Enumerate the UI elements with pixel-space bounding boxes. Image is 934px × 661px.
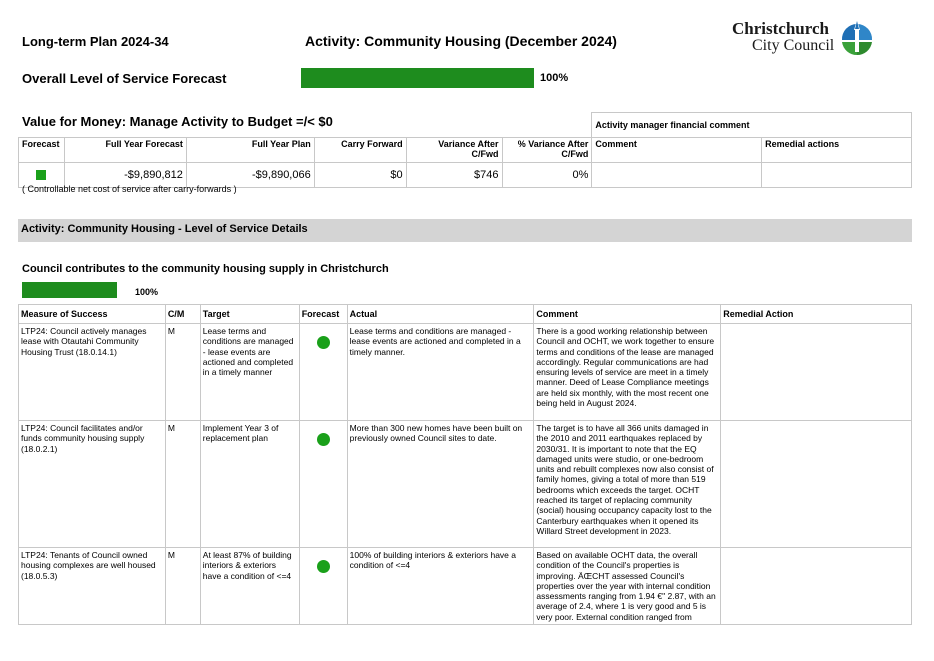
green-circle-icon: [317, 433, 330, 446]
christchurch-cathedral-logo-icon: [838, 20, 876, 56]
section-title: Activity: Community Housing - Level of Service Details: [21, 223, 308, 235]
green-circle-icon: [317, 336, 330, 349]
actual-cell: 100% of building interiors & exteriors have a condition of <=4: [347, 548, 534, 625]
council-logo: [732, 20, 877, 60]
forecast-cell: [299, 548, 347, 625]
measure-cell: LTP24: Tenants of Council owned housing complexes are well housed (18.0.5.3): [19, 548, 166, 625]
full-year-forecast-value: -$9,890,812: [64, 162, 186, 187]
overall-los-label: Overall Level of Service Forecast: [22, 71, 227, 86]
col-full-year-plan: Full Year Plan: [186, 137, 314, 162]
green-circle-icon: [317, 560, 330, 573]
col-pct-variance: % Variance After C/Fwd: [502, 137, 592, 162]
target-cell: Implement Year 3 of replacement plan: [200, 421, 299, 548]
actual-cell: More than 300 new homes have been built on previously owned Council sites to date.: [347, 421, 534, 548]
cm-cell: M: [165, 421, 200, 548]
los-table: [18, 304, 912, 625]
green-square-icon: [36, 170, 46, 180]
logo-line-2: City Council: [752, 37, 835, 54]
section-header: [18, 219, 912, 242]
col-remedial-action: Remedial Action: [721, 305, 912, 324]
target-cell: At least 87% of building interiors & exteriors have a condition of <=4: [200, 548, 299, 625]
value-for-money-title: Value for Money: Manage Activity to Budget =/< $0: [22, 114, 333, 129]
overall-percent: 100%: [540, 72, 569, 84]
pct-variance-value: 0%: [502, 162, 592, 187]
logo-line-1: Christchurch: [732, 19, 829, 38]
los-progress-fill: [22, 282, 117, 298]
comment-value: [592, 162, 762, 187]
los-group-title: Council contributes to the community housing supply in Christchurch: [22, 263, 389, 275]
full-year-plan-value: -$9,890,066: [186, 162, 314, 187]
col-forecast: Forecast: [19, 137, 65, 162]
forecast-cell: [299, 324, 347, 421]
variance-value: $746: [406, 162, 502, 187]
los-progress-track: [22, 282, 117, 298]
actual-cell: Lease terms and conditions are managed - lease events are actioned and completed in a timely manner.: [347, 324, 534, 421]
table-row: [19, 421, 912, 548]
cm-cell: M: [165, 324, 200, 421]
logo-wordmark: [732, 20, 834, 54]
remedial-cell: [721, 421, 912, 548]
col-carry-forward: Carry Forward: [314, 137, 406, 162]
col-remedial-actions: Remedial actions: [762, 137, 912, 162]
overall-progress-fill: [301, 68, 534, 88]
forecast-cell: [299, 421, 347, 548]
target-cell: Lease terms and conditions are managed - lease events are actioned and completed in a timely manner: [200, 324, 299, 421]
measure-cell: LTP24: Council actively manages lease with Otautahi Community Housing Trust (18.0.14.1): [19, 324, 166, 421]
comment-cell: The target is to have all 366 units damaged in the 2010 and 2011 earthquakes replaced by 2030/31. It is important to note that the EQ damaged units were studio, or one-bedroom units and rebuilt complexes now also consist of family homes, giving a total of more than 519 bedrooms which exceeds the target. OCHT reached its target of replacing community (social) housing occupancy capacity lost to the Canterbury earthquakes when it opened its Willard Street development in 2023.: [534, 421, 721, 548]
los-percent: 100%: [135, 287, 159, 297]
overall-progress-track: [301, 68, 534, 88]
measure-cell: LTP24: Council facilitates and/or funds community housing supply (18.0.2.1): [19, 421, 166, 548]
col-comment: Comment: [592, 137, 762, 162]
financial-table: [18, 112, 912, 188]
col-los-forecast: Forecast: [299, 305, 347, 324]
manager-comment-header: Activity manager financial comment: [592, 113, 912, 138]
carry-forward-value: $0: [314, 162, 406, 187]
table-row: [19, 548, 912, 625]
remedial-value: [762, 162, 912, 187]
col-cm: C/M: [165, 305, 200, 324]
comment-cell: Based on available OCHT data, the overall condition of the Council's properties is improving. ÄŒCHT assessed Council's properties over the year with internal condition assessments ranging from 1.94 €" 2.87, with an average of 2.4, where 1 is very good and 5 is very poor. External condition ranged from: [534, 548, 721, 625]
remedial-cell: [721, 324, 912, 421]
col-target: Target: [200, 305, 299, 324]
comment-cell: There is a good working relationship between Council and OCHT, we work together to ensure terms and conditions of the lease are managed accordingly. Regular communications are had ensuring levels of service are meet in a timely manner. Deed of Lease Compliance meetings are held six monthly, with the most recent one being held in August 2024.: [534, 324, 721, 421]
remedial-cell: [721, 548, 912, 625]
activity-title: Activity: Community Housing (December 2024): [305, 33, 617, 49]
col-variance: Variance After C/Fwd: [406, 137, 502, 162]
col-actual: Actual: [347, 305, 534, 324]
plan-title: Long-term Plan 2024-34: [22, 34, 169, 49]
table-row: [19, 324, 912, 421]
col-measure-of-success: Measure of Success: [19, 305, 166, 324]
financial-note: ( Controllable net cost of service after carry-forwards ): [22, 184, 237, 194]
cm-cell: M: [165, 548, 200, 625]
col-los-comment: Comment: [534, 305, 721, 324]
col-full-year-forecast: Full Year Forecast: [64, 137, 186, 162]
